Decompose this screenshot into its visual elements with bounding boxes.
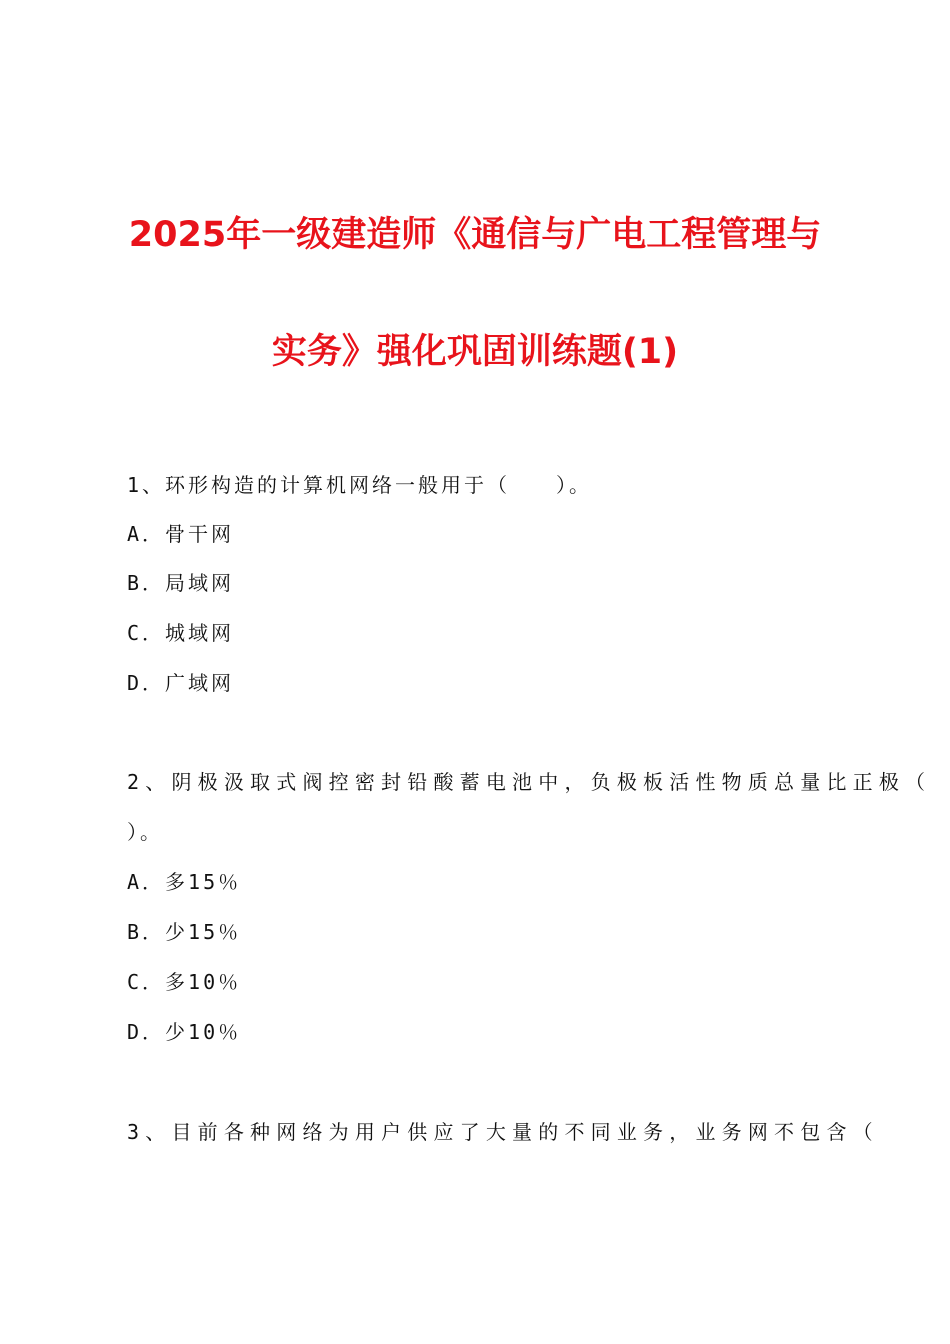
question-2-stem-line-2: ）。 xyxy=(127,820,163,844)
question-1-option-a: A．骨干网 xyxy=(127,522,235,546)
question-2-option-a: A．多15％ xyxy=(127,870,242,894)
question-2-stem-line-1: 2、阴极汲取式阀控密封铅酸蓄电池中，负极板活性物质总量比正极（ xyxy=(127,770,932,794)
document-title-line-1: 2025年一级建造师《通信与广电工程管理与 xyxy=(128,215,822,255)
question-1-option-b: B．局域网 xyxy=(127,571,235,595)
question-3-stem: 3、目前各种网络为用户供应了大量的不同业务，业务网不包含（ xyxy=(127,1120,879,1144)
question-1-option-d: D．广域网 xyxy=(127,671,235,695)
question-2-option-d: D．少10％ xyxy=(127,1020,242,1044)
question-2-option-c: C．多10％ xyxy=(127,970,242,994)
question-1-option-c: C．城域网 xyxy=(127,621,235,645)
document-title-line-2: 实务》强化巩固训练题(1) xyxy=(271,332,679,372)
question-2-option-b: B．少15％ xyxy=(127,920,242,944)
question-1-stem: 1、环形构造的计算机网络一般用于（ ）。 xyxy=(127,473,593,497)
